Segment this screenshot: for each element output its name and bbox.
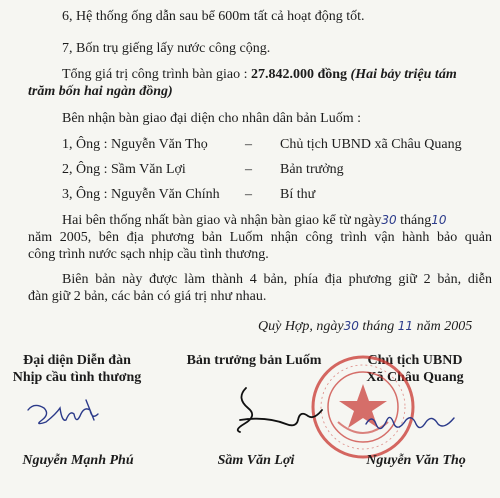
receiver-2-dash: – [245, 162, 252, 177]
sig-3-name: Nguyễn Văn Thọ [366, 453, 466, 468]
total-amount: 27.842.000 đồng [250, 67, 348, 82]
item-6: 6, Hệ thống ống dẫn sau bể 600m tất cả hoạt động tốt. [62, 9, 365, 24]
item-7: 7, Bốn trụ giếng lấy nước công cộng. [62, 41, 271, 56]
date-text-c: năm 2005 [416, 319, 473, 334]
sig-2-name: Sầm Văn Lợi [217, 453, 295, 468]
sig-2-title-1: Bản trưởng bản Luốm [186, 353, 322, 368]
sig-1-name: Nguyễn Mạnh Phú [22, 453, 134, 468]
handover-text-b: tháng [400, 213, 432, 228]
handover-text-a: Hai bên thống nhất bàn giao và nhận bàn giao kể từ ngày [62, 213, 382, 228]
sig-1-title-2: Nhịp cầu tình thương [12, 370, 142, 385]
receiver-2-name: 2, Ông : Sầm Văn Lợi [62, 162, 186, 177]
receiver-2-role: Bản trưởng [280, 162, 344, 177]
copies-para-line-2: đàn giữ 2 bản, các bản có giá trị như nhau. [28, 289, 267, 304]
sig-3-title-2: Xã Châu Quang [366, 370, 464, 385]
sig-1-signature [20, 392, 120, 440]
receiver-1-dash: – [245, 137, 252, 152]
receiver-3-dash: – [245, 187, 252, 202]
total-words-2: trăm bốn hai ngàn đồng) [28, 84, 173, 99]
handwritten-date-day: 30 [343, 319, 359, 333]
sig-3-signature [360, 404, 460, 440]
receiver-1-role: Chủ tịch UBND xã Châu Quang [280, 137, 462, 152]
total-value-line [62, 66, 492, 83]
handover-para-line-2: năm 2005, bên địa phương bản Luốm nhận công trình vận hành bảo quản [28, 230, 492, 245]
total-prefix: Tổng giá trị công trình bàn giao : [62, 67, 248, 82]
receiver-1-name: 1, Ông : Nguyễn Văn Thọ [62, 137, 208, 152]
handwritten-day: 30 [381, 213, 397, 227]
receiver-3-role: Bí thư [280, 187, 316, 202]
copies-para-line-1: Biên bản này được làm thành 4 bản, phía địa phương giữ 2 bản, diễn [62, 272, 492, 287]
handwritten-month: 10 [431, 213, 447, 227]
handwritten-date-month: 11 [397, 319, 414, 333]
place-date [258, 318, 472, 335]
total-words-1: (Hai bảy triệu tám [350, 67, 457, 82]
handover-para-line-1 [62, 212, 492, 229]
receiver-intro: Bên nhận bàn giao đại diện cho nhân dân bản Luốm : [62, 111, 361, 126]
date-text-b: tháng [362, 319, 395, 334]
handover-para-line-3: công trình nước sạch nhịp cầu tình thương. [28, 247, 269, 262]
sig-3-title-1: Chủ tịch UBND [367, 353, 463, 368]
date-text-a: Quỳ Hợp, ngày [258, 319, 344, 334]
receiver-3-name: 3, Ông : Nguyễn Văn Chính [62, 187, 220, 202]
sig-2-signature [226, 380, 336, 442]
sig-1-title-1: Đại diện Diễn đàn [23, 353, 131, 368]
